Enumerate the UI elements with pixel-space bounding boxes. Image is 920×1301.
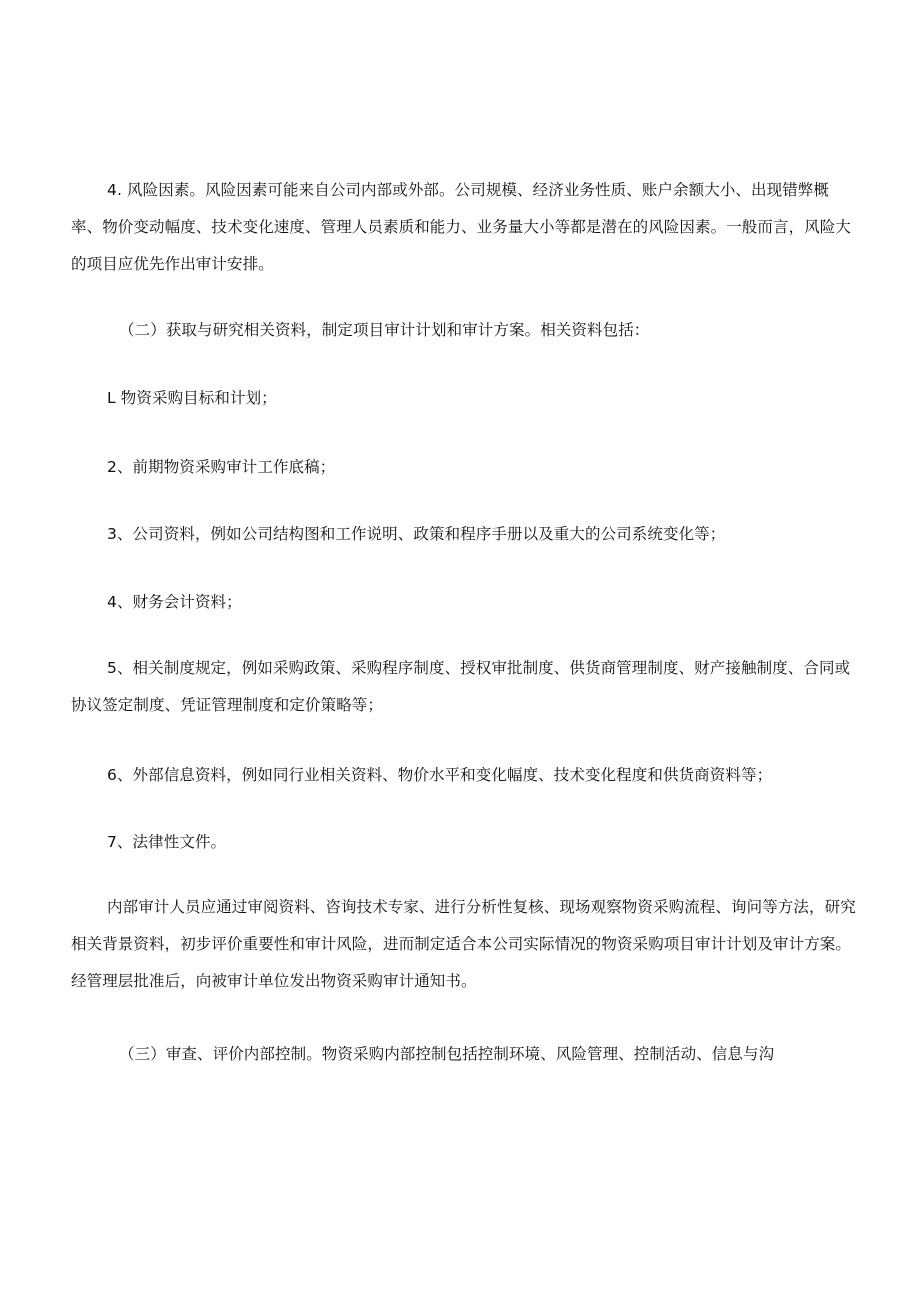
paragraph-risk-factors: 4. 风险因素。风险因素可能来自公司内部或外部。公司规模、经济业务性质、账户余额大小、出现错弊概率、物价变动幅度、技术变化速度、管理人员素质和能力、业务量大小等都是潜在的风险因素。一般而言，风险大的项目应优先作出审计安排。: [71, 181, 852, 273]
list-item-7: 7、法律性文件。: [107, 833, 227, 851]
list-item-4: 4、财务会计资料；: [107, 593, 242, 611]
paragraph-section-two-heading: （二）获取与研究相关资料，制定项目审计计划和审计方案。相关资料包括：: [119, 321, 650, 339]
list-item-3: 3、公司资料，例如公司结构图和工作说明、政策和程序手册以及重大的公司系统变化等；: [107, 525, 726, 543]
list-item-2: 2、前期物资采购审计工作底稿；: [107, 458, 336, 476]
list-item-1: L 物资采购目标和计划；: [107, 389, 277, 407]
paragraph-internal-auditors: 内部审计人员应通过审阅资料、咨询技术专家、进行分析性复核、现场观察物资采购流程、询问等方法，研究相关背景资料，初步评价重要性和审计风险，进而制定适合本公司实际情况的物资采购项目审计计划及审计方案。经管理层批准后，向被审计单位发出物资采购审计通知书。: [71, 898, 856, 990]
list-item-5: 5、相关制度规定，例如采购政策、采购程序制度、授权审批制度、供货商管理制度、财产接触制度、合同或协议签定制度、凭证管理制度和定价策略等；: [71, 659, 851, 714]
paragraph-section-three-heading: （三）审查、评价内部控制。物资采购内部控制包括控制环境、风险管理、控制活动、信息与沟: [119, 1045, 775, 1063]
list-item-6: 6、外部信息资料，例如同行业相关资料、物价水平和变化幅度、技术变化程度和供货商资料等；: [107, 766, 773, 784]
